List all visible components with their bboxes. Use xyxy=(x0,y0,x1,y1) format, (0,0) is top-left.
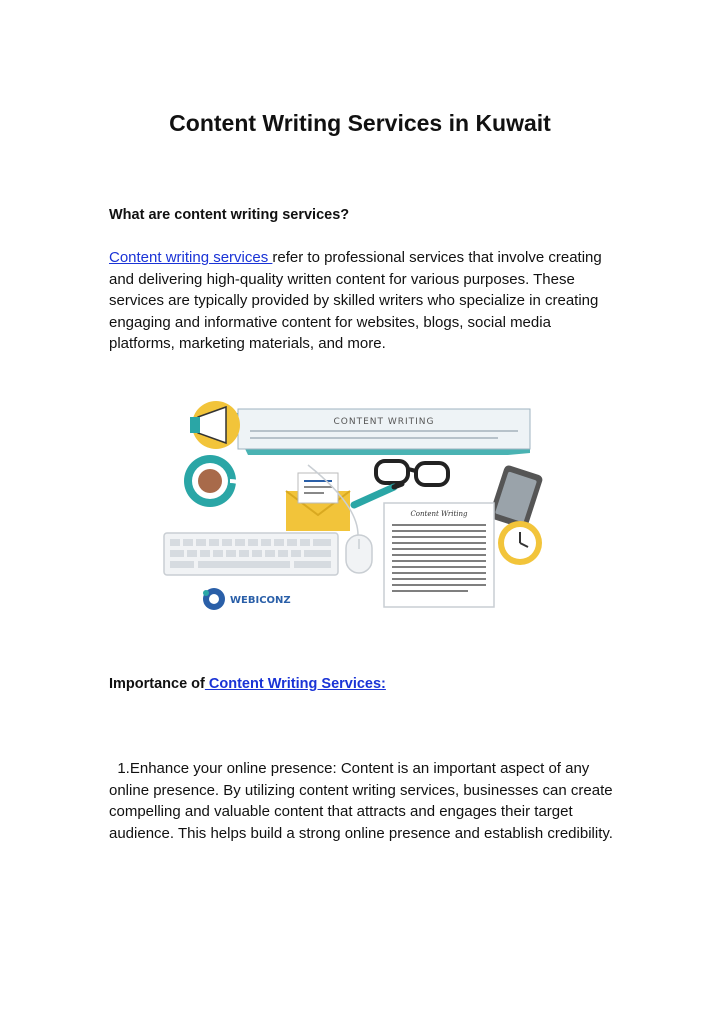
content-writing-services-link[interactable]: Content writing services xyxy=(109,249,273,266)
logo-text: WEBICONZ xyxy=(230,595,291,606)
monitor-graphic xyxy=(228,409,530,455)
megaphone-icon xyxy=(190,401,240,449)
point-1-paragraph: 1.Enhance your online presence: Content is an important aspect of any online presence. By utilizing content writing services, businesses can create compelling and valuable content that attracts and engages their target audience. This helps build a strong online presence and establish credibility. xyxy=(109,760,617,842)
paper-document-icon xyxy=(384,503,494,607)
keyboard-icon xyxy=(164,533,338,575)
banner-text: CONTENT WRITING xyxy=(333,417,435,427)
content-writing-illustration xyxy=(158,395,558,620)
glasses-icon xyxy=(376,461,448,485)
webiconz-logo xyxy=(203,588,291,610)
page-title: Content Writing Services in Kuwait xyxy=(169,110,551,136)
mouse-icon xyxy=(346,535,372,573)
pen-icon xyxy=(354,484,402,505)
envelope-icon xyxy=(286,473,350,531)
phone-icon xyxy=(488,464,543,530)
section-heading-what-are: What are content writing services? xyxy=(109,207,350,223)
importance-heading xyxy=(109,676,386,692)
paper-title-text: Content Writing xyxy=(410,510,468,518)
clock-icon xyxy=(498,521,542,565)
content-writing-services-link-2[interactable]: Content Writing Services: xyxy=(204,676,386,692)
intro-text: refer to professional services that involve creating and delivering high-quality written content for various purposes. These services are typically provided by skilled writers who specialize in creating engaging and informative content for websites, blogs, social media platforms, marketing materials, and more. xyxy=(109,249,602,352)
importance-prefix: Importance of xyxy=(109,676,205,692)
intro-paragraph xyxy=(109,247,619,355)
coffee-cup-icon xyxy=(184,455,244,507)
